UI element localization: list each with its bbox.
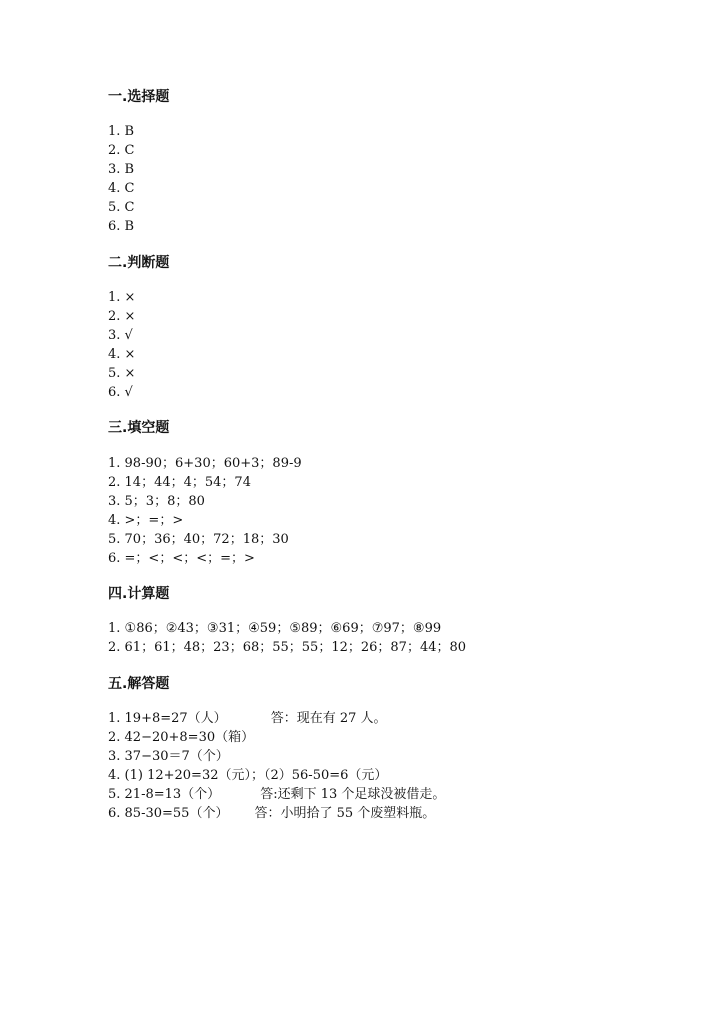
section-title-fill-blank: 三.填空题 — [108, 420, 170, 436]
judgment-answer-1: 1. × — [108, 290, 136, 305]
word-problem-4 — [108, 767, 387, 785]
section-title-word-problems: 五.解答题 — [108, 676, 170, 692]
fill-answer-3: 3. 5；3；8；80 — [108, 494, 205, 509]
word-problem-3 — [108, 748, 229, 766]
word-problem-2 — [108, 729, 254, 747]
choice-answer-1: 1. B — [108, 124, 135, 139]
judgment-answer-2: 2. × — [108, 309, 136, 324]
fill-answer-1: 1. 98-90；6+30；60+3；89-9 — [108, 456, 302, 471]
word-problem-2-calc: 2. 42−20+8=30（箱） — [108, 730, 255, 745]
calc-answer-2: 2. 61；61；48；23；68；55；55；12；26；87；44；80 — [108, 640, 467, 655]
section-title-choice: 一.选择题 — [108, 89, 170, 105]
section-title-calculation: 四.计算题 — [108, 586, 170, 602]
choice-answer-6: 6. B — [108, 219, 135, 234]
fill-answer-6: 6. =；<；<；<；=；> — [108, 551, 255, 566]
word-problem-3-calc: 3. 37−30＝7（个） — [108, 749, 229, 764]
word-problem-6-answer: 答：小明拾了 55 个废塑料瓶。 — [254, 806, 436, 821]
word-problem-6-calc: 6. 85-30=55（个） — [108, 806, 229, 821]
word-problem-1-answer: 答：现在有 27 人。 — [270, 711, 387, 726]
section-title-judgment: 二.判断题 — [108, 255, 170, 271]
choice-answer-2: 2. C — [108, 143, 135, 158]
judgment-answer-4: 4. × — [108, 347, 136, 362]
calc-answer-1: 1. ①86；②43；③31；④59；⑤89；⑥69；⑦97；⑧99 — [108, 621, 442, 636]
fill-answer-2: 2. 14；44；4；54；74 — [108, 475, 251, 490]
judgment-answer-3: 3. √ — [108, 328, 133, 343]
judgment-answer-6: 6. √ — [108, 385, 133, 400]
word-problem-5-answer: 答:还剩下 13 个足球没被借走。 — [260, 787, 446, 802]
fill-answer-5: 5. 70；36；40；72；18；30 — [108, 532, 289, 547]
choice-answer-4: 4. C — [108, 181, 135, 196]
word-problem-6 — [108, 805, 435, 823]
choice-answer-3: 3. B — [108, 162, 135, 177]
fill-answer-4: 4. >；=；> — [108, 513, 184, 528]
choice-answer-5: 5. C — [108, 200, 135, 215]
word-problem-1 — [108, 710, 387, 728]
word-problem-5 — [108, 786, 445, 804]
word-problem-1-calc: 1. 19+8=27（人） — [108, 711, 227, 726]
word-problem-4-calc: 4. (1) 12+20=32（元）；（2）56-50=6（元） — [108, 768, 388, 783]
word-problem-5-calc: 5. 21-8=13（个） — [108, 787, 221, 802]
judgment-answer-5: 5. × — [108, 366, 136, 381]
